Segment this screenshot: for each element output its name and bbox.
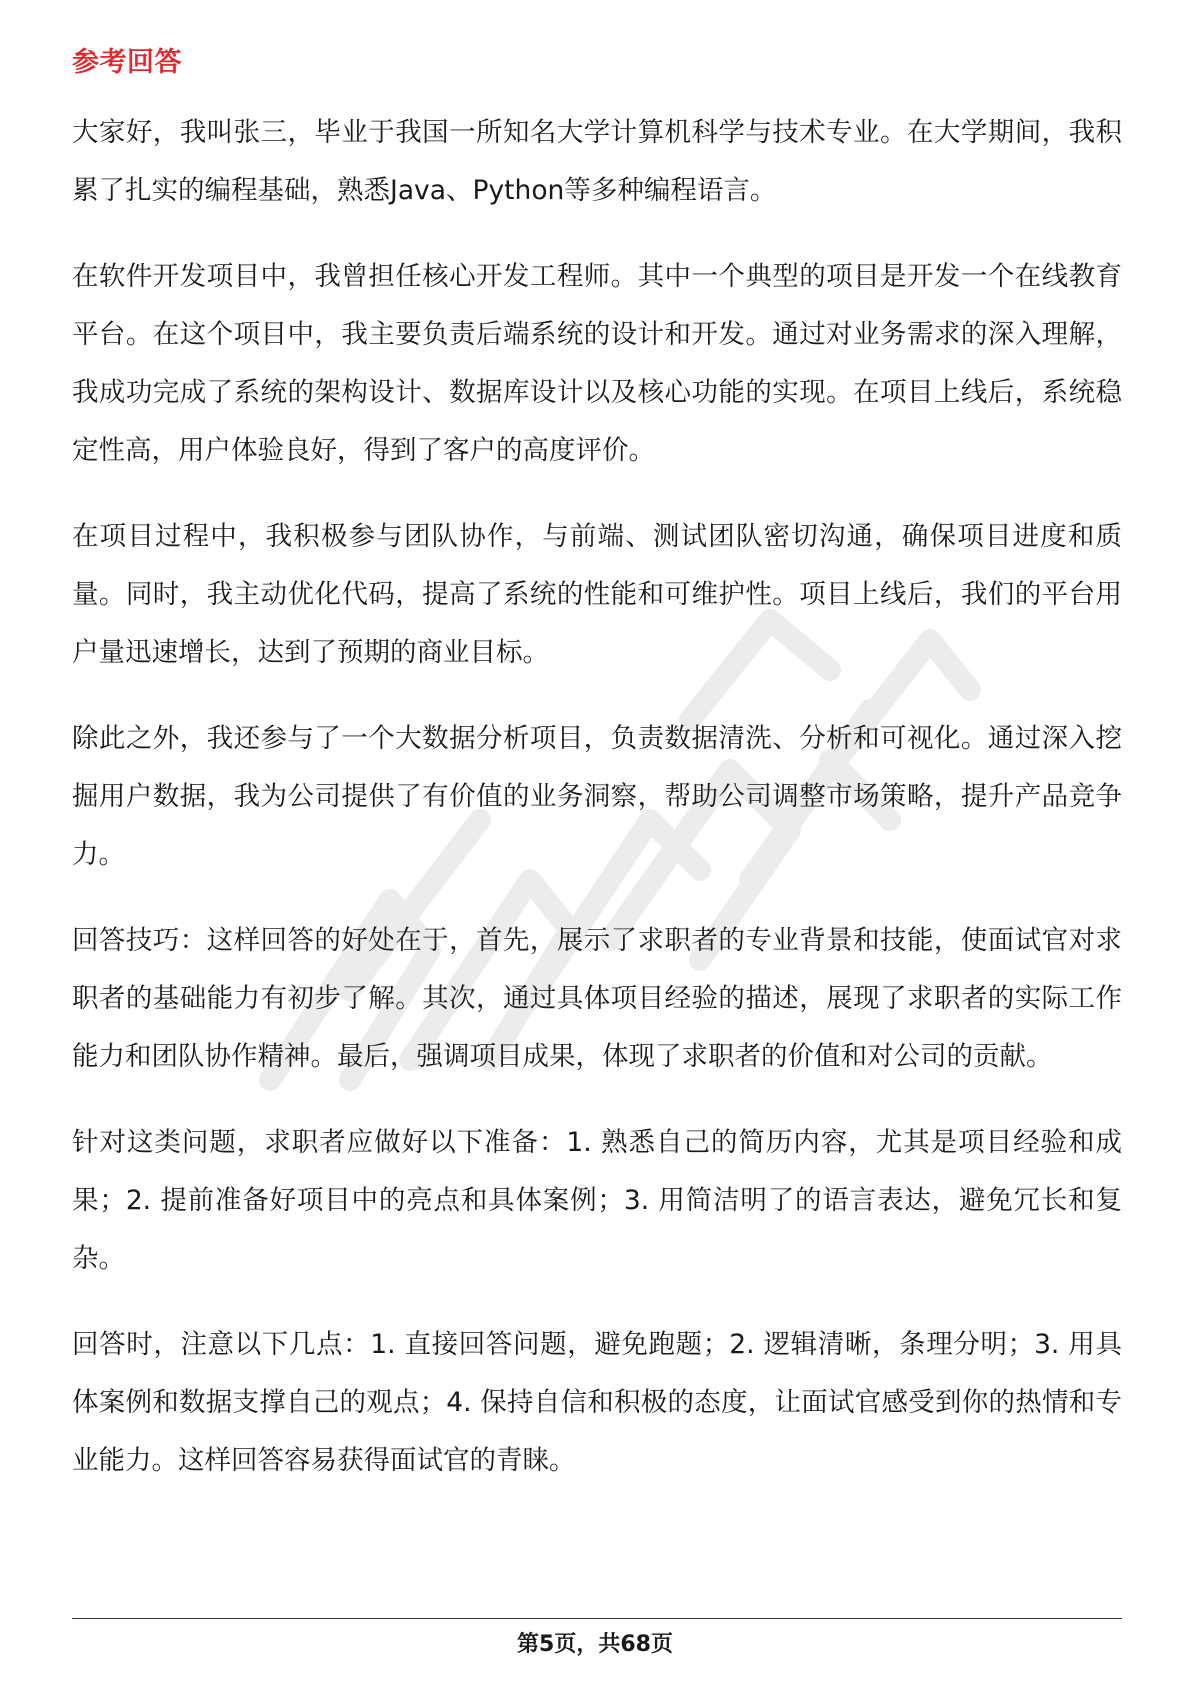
paragraph-preparation: 针对这类问题，求职者应做好以下准备：1. 熟悉自己的简历内容，尤其是项目经验和成果；2. 提前准备好项目中的亮点和具体案例；3. 用简洁明了的语言表达，避免冗长和复杂。 bbox=[72, 1127, 1122, 1274]
footer-divider bbox=[72, 1618, 1122, 1619]
page-number: 第5页，共68页 bbox=[517, 1632, 673, 1657]
paragraph-data-project: 除此之外，我还参与了一个大数据分析项目，负责数据清洗、分析和可视化。通过深入挖掘用户数据，我为公司提供了有价值的业务洞察，帮助公司调整市场策略，提升产品竞争力。 bbox=[72, 723, 1122, 870]
paragraph-answer-notes: 回答时，注意以下几点：1. 直接回答问题，避免跑题；2. 逻辑清晰，条理分明；3. 用具体案例和数据支撑自己的观点；4. 保持自信和积极的态度，让面试官感受到你的热情和专业能力。这样回答容易获得面试官的青睐。 bbox=[72, 1329, 1122, 1476]
paragraph-project-experience: 在软件开发项目中，我曾担任核心开发工程师。其中一个典型的项目是开发一个在线教育平台。在这个项目中，我主要负责后端系统的设计和开发。通过对业务需求的深入理解，我成功完成了系统的架构设计、数据库设计以及核心功能的实现。在项目上线后，系统稳定性高，用户体验良好，得到了客户的高度评价。 bbox=[72, 261, 1122, 466]
paragraph-answer-tips: 回答技巧：这样回答的好处在于，首先，展示了求职者的专业背景和技能，使面试官对求职者的基础能力有初步了解。其次，通过具体项目经验的描述，展现了求职者的实际工作能力和团队协作精神。最后，强调项目成果，体现了求职者的价值和对公司的贡献。 bbox=[72, 925, 1122, 1072]
paragraph-teamwork: 在项目过程中，我积极参与团队协作，与前端、测试团队密切沟通，确保项目进度和质量。同时，我主动优化代码，提高了系统的性能和可维护性。项目上线后，我们的平台用户量迅速增长，达到了预期的商业目标。 bbox=[72, 521, 1122, 668]
document-body bbox=[72, 44, 1122, 1518]
section-heading: 参考回答 bbox=[72, 47, 182, 78]
paragraph-intro: 大家好，我叫张三，毕业于我国一所知名大学计算机科学与技术专业。在大学期间，我积累了扎实的编程基础，熟悉Java、Python等多种编程语言。 bbox=[72, 117, 1122, 206]
